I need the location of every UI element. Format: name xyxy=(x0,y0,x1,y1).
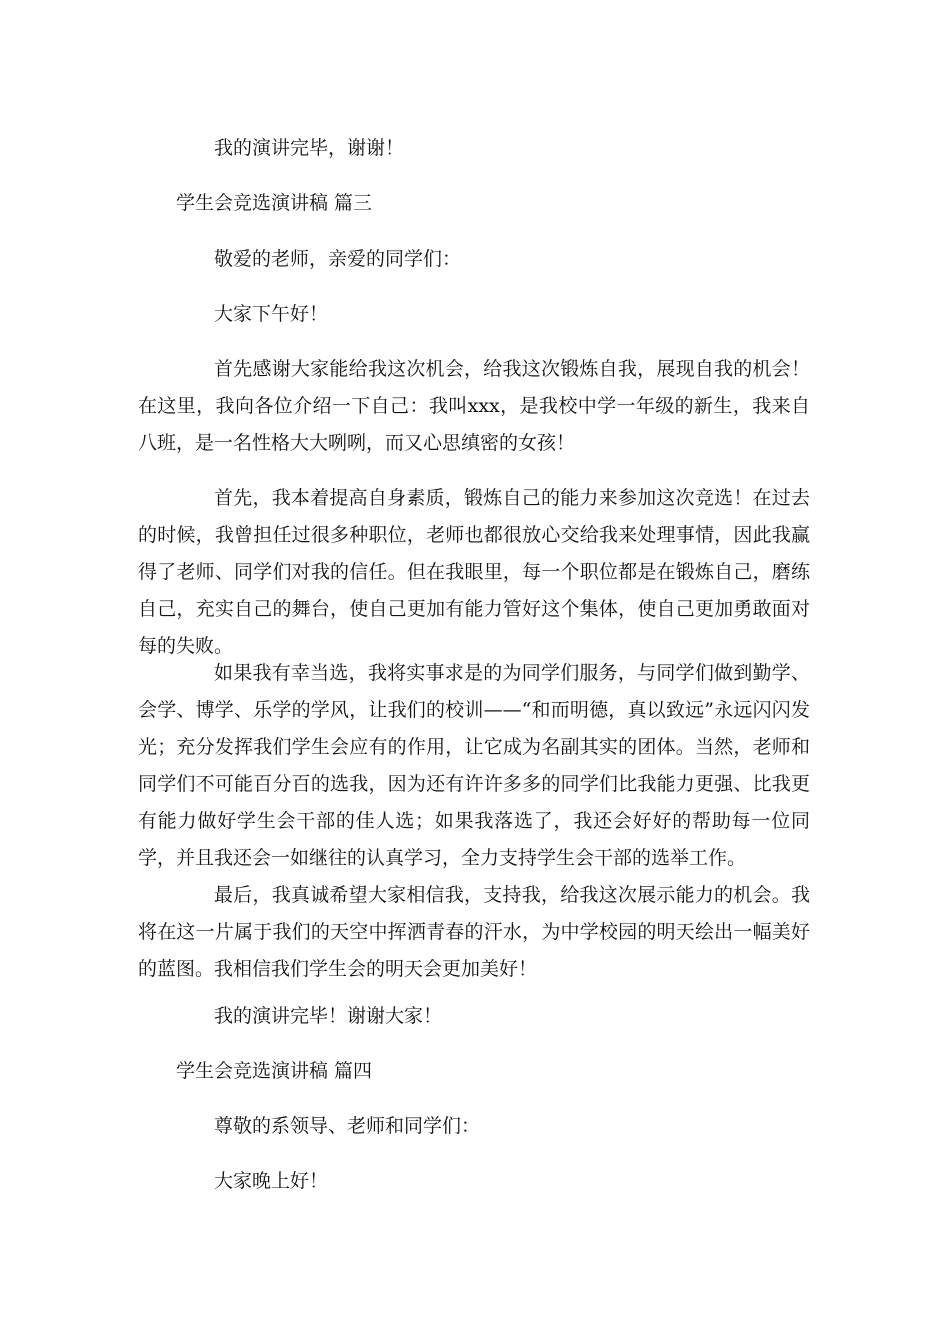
paragraph-intro: 首先感谢大家能给我这次机会，给我这次锻炼自我，展现自我的机会！在这里，我向各位介绍一下自己：我叫xxx，是我校中学一年级的新生，我来自八班，是一名性格大大咧咧，而又心思缜密的女孩！ xyxy=(138,358,810,454)
closing-remark-1: 我的演讲完毕，谢谢！ xyxy=(214,137,405,159)
section-heading-3: 学生会竞选演讲稿 篇三 xyxy=(176,192,373,214)
section-heading-4: 学生会竞选演讲稿 篇四 xyxy=(176,1060,373,1082)
greeting-2: 大家晚上好！ xyxy=(214,1170,329,1192)
paragraph-conclusion: 最后，我真诚希望大家相信我，支持我，给我这次展示能力的机会。我将在这一片属于我们的天空中挥洒青春的汗水，为中学校园的明天绘出一幅美好的蓝图。我相信我们学生会的明天会更加美好！ xyxy=(138,884,810,980)
closing-remark-2: 我的演讲完毕！谢谢大家！ xyxy=(214,1005,443,1027)
paragraph-motivation: 首先，我本着提高自身素质，锻炼自己的能力来参加这次竞选！在过去的时候，我曾担任过很多种职位，老师也都很放心交给我来处理事情，因此我赢得了老师、同学们对我的信任。但在我眼里，每一个职位都是在锻炼自己，磨练自己，充实自己的舞台，使自己更加有能力管好这个集体，使自己更加勇敢面对每的失败。 xyxy=(138,487,810,657)
greeting-1: 大家下午好！ xyxy=(214,303,329,325)
paragraph-promise: 如果我有幸当选，我将实事求是的为同学们服务，与同学们做到勤学、会学、博学、乐学的学风，让我们的校训——“和而明德，真以致远”永远闪闪发光；充分发挥我们学生会应有的作用，让它成为名副其实的团体。当然，老师和同学们不可能百分百的选我，因为还有许许多多的同学们比我能力更强、比我更有能力做好学生会干部的佳人选；如果我落选了，我还会好好的帮助每一位同学，并且我还会一如继往的认真学习，全力支持学生会干部的选举工作。 xyxy=(138,662,810,869)
salutation-1: 敬爱的老师，亲爱的同学们： xyxy=(214,248,462,270)
salutation-2: 尊敬的系领导、老师和同学们： xyxy=(214,1115,481,1137)
